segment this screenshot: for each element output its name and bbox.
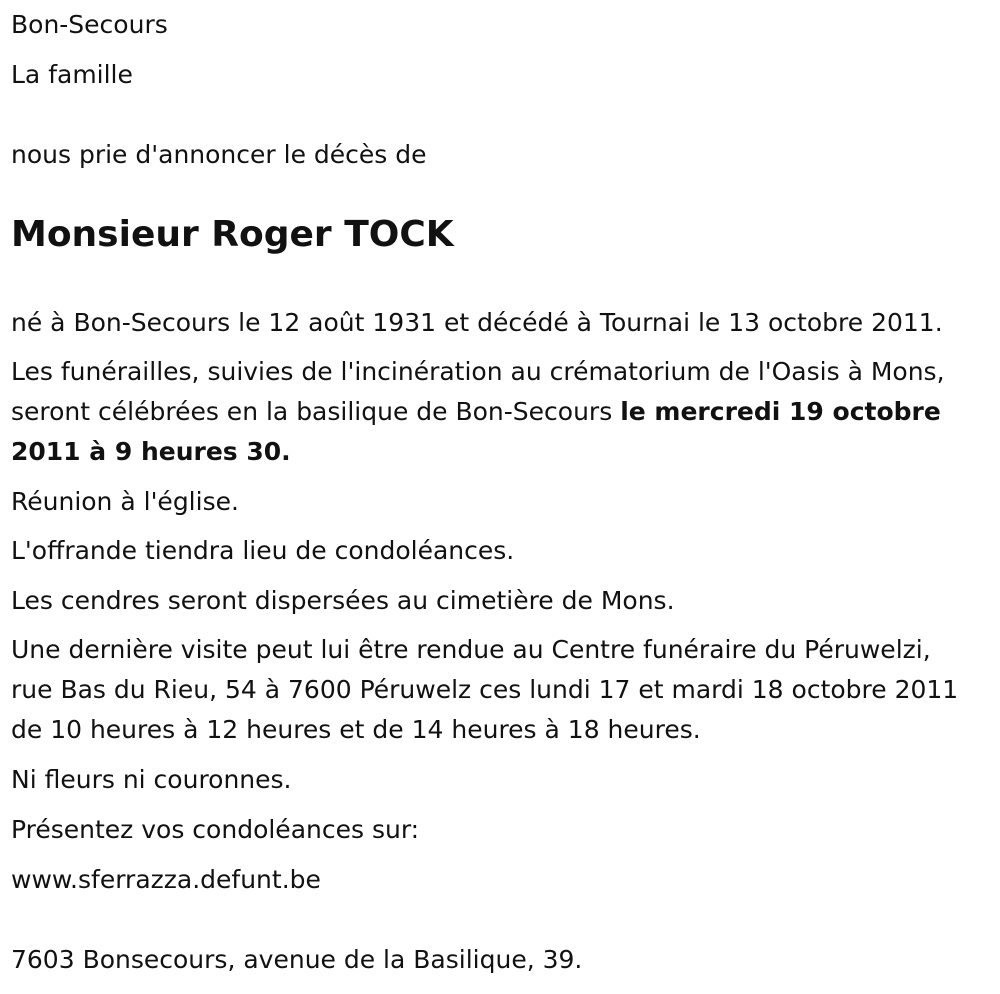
birth-death-line: né à Bon-Secours le 12 août 1931 et décédé à Tournai le 13 octobre 2011. (11, 308, 943, 337)
address-line: 7603 Bonsecours, avenue de la Basilique, 39. (11, 945, 583, 974)
visit-paragraph: Une dernière visite peut lui être rendue au Centre funéraire du Péruwelzi, rue Bas du Rieu, 54 à 7600 Péruwelz ces lundi 17 et mardi 18 octobre 2011 de 10 heures à 12 heures et de 14 heures à 18 heures. (11, 635, 959, 744)
deceased-name: Monsieur Roger TOCK (11, 214, 454, 255)
announcement-text: nous prie d'annoncer le décès de (11, 140, 427, 169)
condolences-prompt: Présentez vos condoléances sur: (11, 815, 420, 844)
funeral-paragraph (11, 352, 971, 472)
funeral-date: le mercredi 19 octobre 2011 à 9 heures 30. (11, 397, 941, 466)
offering-line: L'offrande tiendra lieu de condoléances. (11, 536, 515, 565)
family-label: La famille (11, 60, 133, 89)
ashes-line: Les cendres seront dispersées au cimetière de Mons. (11, 586, 675, 615)
flowers-line: Ni fleurs ni couronnes. (11, 765, 292, 794)
website-link[interactable]: www.sferrazza.defunt.be (11, 865, 321, 894)
meeting-line: Réunion à l'église. (11, 487, 239, 516)
locality: Bon-Secours (11, 10, 168, 39)
funeral-text: Les funérailles, suivies de l'incinération au crématorium de l'Oasis à Mons, seront célébrées en la basilique de Bon-Secours (11, 357, 945, 426)
